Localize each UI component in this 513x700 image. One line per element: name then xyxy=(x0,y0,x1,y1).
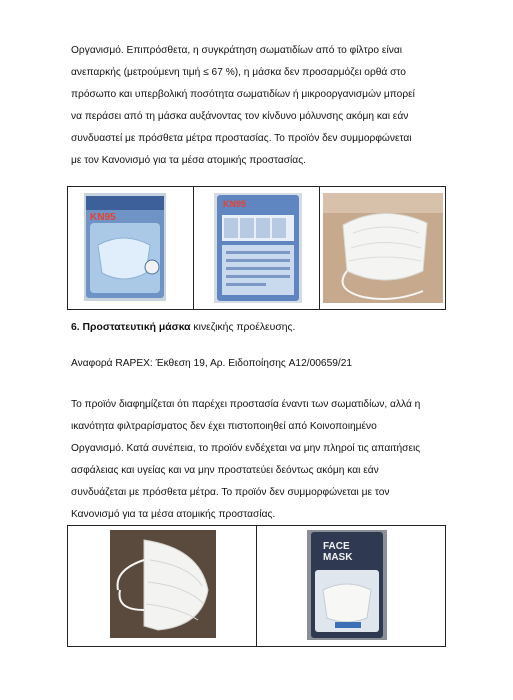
photo-table-row1 xyxy=(67,186,446,310)
text-line: συνδυαστεί με πρόσθετα μέτρα προστασίας. Το προϊόν δεν συμμορφώνεται xyxy=(71,133,412,144)
package-label-kn95: KN95 xyxy=(90,212,116,223)
section-6-title: 6. Προστατευτική μάσκα xyxy=(71,322,191,333)
text-line: Οργανισμό. Επιπρόσθετα, η συγκράτηση σωματιδίων από το φίλτρο είναι xyxy=(71,45,402,56)
text-line: με τον Κανονισμό για τα μέσα ατομικής προστασίας. xyxy=(71,155,306,166)
photo-cell-package-front xyxy=(68,187,194,310)
photo-cell-package-back xyxy=(194,187,320,310)
text-line: ικανότητα φιλτραρίσματος δεν έχει πιστοποιηθεί από Κοινοποιημένο xyxy=(71,421,377,432)
white-mask-photo xyxy=(323,193,443,303)
photo-cell-face-mask-package xyxy=(257,526,446,647)
photo-cell-mask-side xyxy=(68,526,257,647)
paragraph-filter-insufficient xyxy=(71,40,442,172)
package-text-mask: MASK xyxy=(323,552,353,563)
mask-package-back-photo xyxy=(214,193,302,303)
face-mask-package-photo xyxy=(307,530,387,640)
text-line: να περάσει από τη μάσκα αυξάνοντας τον κίνδυνο μόλυνσης ακόμη και εάν xyxy=(71,111,409,122)
mask-package-photo xyxy=(84,193,166,301)
photo-table-row2 xyxy=(67,525,446,647)
text-line: ανεπαρκής (μετρούμενη τιμή ≤ 67 %), η μάσκα δεν προσαρμόζει ορθά στο xyxy=(71,67,406,78)
text-line: Το προϊόν διαφημίζεται ότι παρέχει προστασία έναντι των σωματιδίων, αλλά η xyxy=(71,399,421,410)
photo-cell-mask xyxy=(320,187,446,310)
text-line: πρόσωπο και υπερβολική ποσότητα σωματιδίων ή μικροοργανισμών μπορεί xyxy=(71,89,415,100)
text-line: ασφάλειας και υγείας και να μην προστατεύει δεόντως ακόμη και εάν xyxy=(71,465,379,476)
text-line: Κανονισμό για τα μέσα ατομικής προστασίας. xyxy=(71,509,276,520)
section-6-origin: κινεζικής προέλευσης. xyxy=(190,322,296,333)
paragraph-not-certified xyxy=(71,394,442,526)
section-6-heading xyxy=(71,322,295,333)
rapex-reference: Αναφορά RAPEX: Έκθεση 19, Αρ. Ειδοποίησης A12/00659/21 xyxy=(71,358,353,369)
text-line: συνδυάζεται με πρόσθετα μέτρα. Το προϊόν δεν συμμορφώνεται με τον xyxy=(71,487,390,498)
white-mask-side-photo xyxy=(110,530,216,638)
package-back-label-kn95: KN95 xyxy=(223,199,247,209)
package-text-face: FACE xyxy=(323,541,350,552)
text-line: Οργανισμό. Κατά συνέπεια, το προϊόν ενδέχεται να μην πληροί τις απαιτήσεις xyxy=(71,443,421,454)
